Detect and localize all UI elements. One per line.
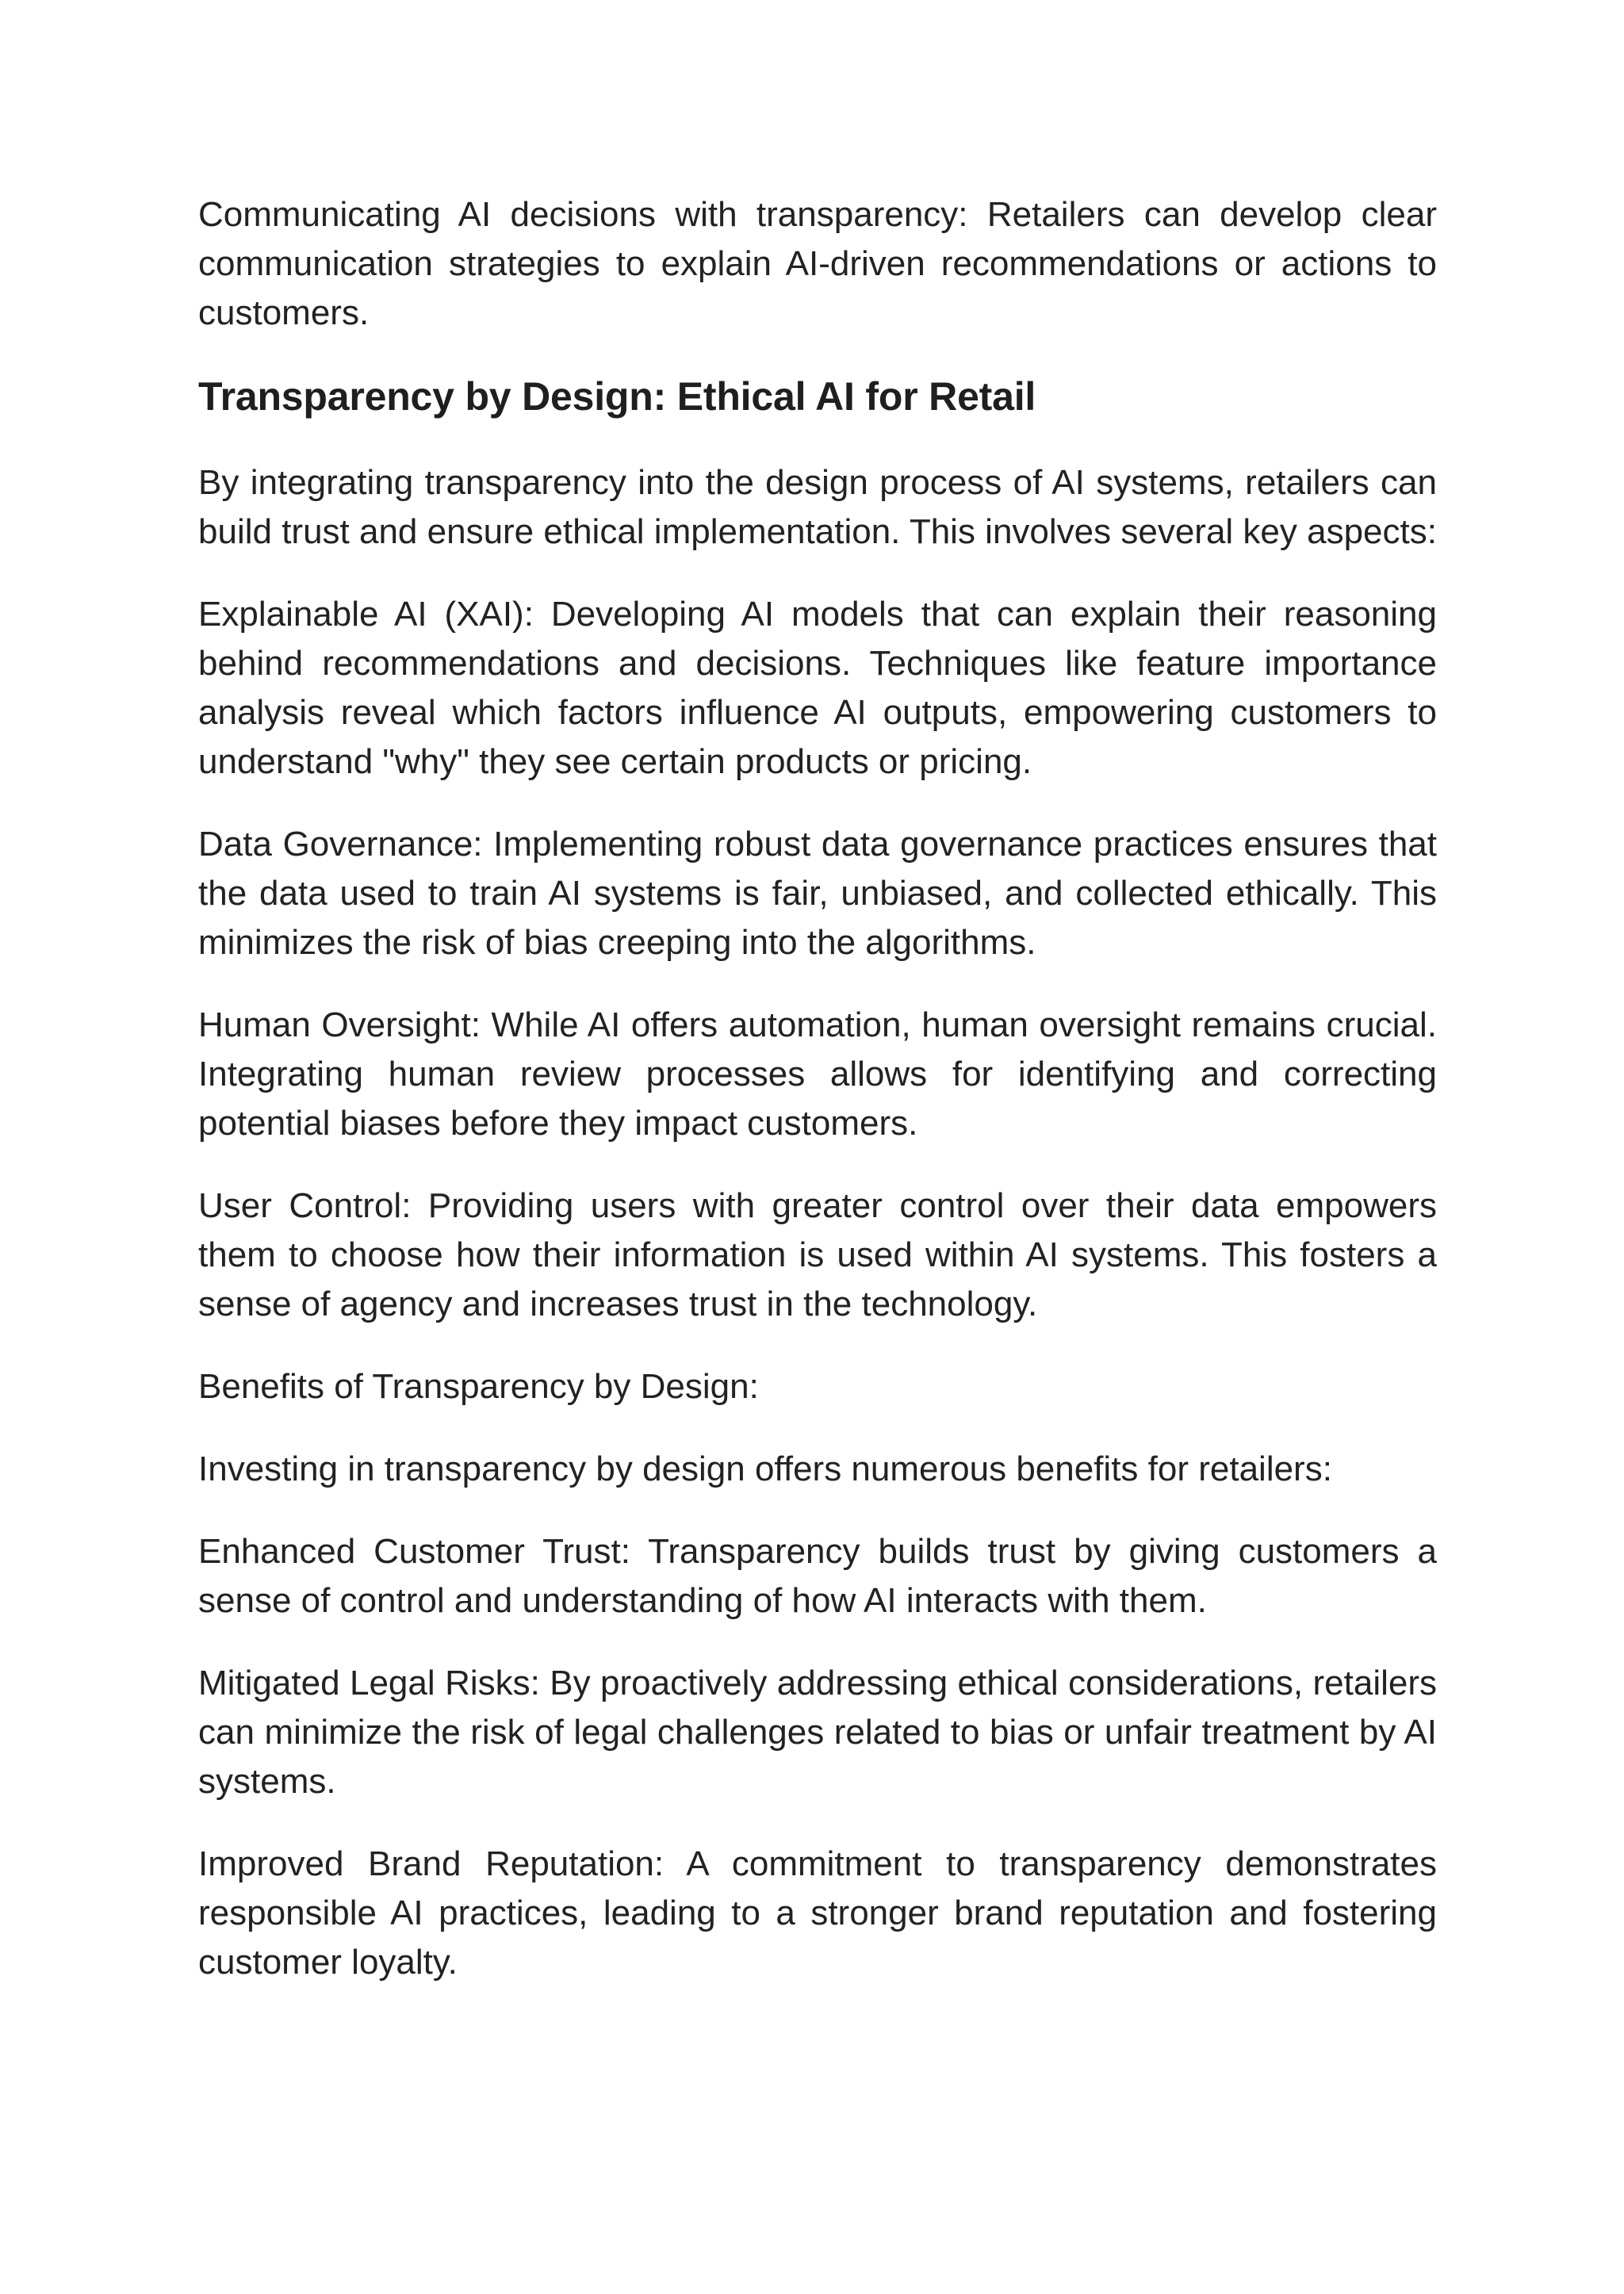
paragraph-user-control: User Control: Providing users with greater control over their data empowers them to choose how their information is used within AI systems. This fosters a sense of agency and increases trust in the technology. xyxy=(198,1186,1437,1323)
paragraph-benefits-intro: Investing in transparency by design offers numerous benefits for retailers: xyxy=(198,1450,1332,1488)
section-heading: Transparency by Design: Ethical AI for Retail xyxy=(198,374,1036,419)
paragraph-explainable-ai: Explainable AI (XAI): Developing AI models that can explain their reasoning behind recommendations and decisions. Techniques like feature importance analysis reveal which factors influence AI outputs, empowering customers to understand "why" they see certain products or pricing. xyxy=(198,595,1437,781)
paragraph-benefits-title: Benefits of Transparency by Design: xyxy=(198,1367,759,1406)
paragraph-human-oversight: Human Oversight: While AI offers automation, human oversight remains crucial. Integrating human review processes allows for identifying and correcting potential biases before they impact customers. xyxy=(198,1005,1437,1143)
document-body xyxy=(198,190,1437,1987)
paragraph-customer-trust: Enhanced Customer Trust: Transparency builds trust by giving customers a sense of control and understanding of how AI interacts with them. xyxy=(198,1532,1437,1620)
paragraph-overview: By integrating transparency into the design process of AI systems, retailers can build trust and ensure ethical implementation. This involves several key aspects: xyxy=(198,463,1437,551)
paragraph-legal-risks: Mitigated Legal Risks: By proactively addressing ethical considerations, retailers can minimize the risk of legal challenges related to bias or unfair treatment by AI systems. xyxy=(198,1664,1437,1801)
intro-paragraph: Communicating AI decisions with transparency: Retailers can develop clear communication strategies to explain AI-driven recommendations or actions to customers. xyxy=(198,195,1437,332)
paragraph-brand-reputation: Improved Brand Reputation: A commitment to transparency demonstrates responsible AI practices, leading to a stronger brand reputation and fostering customer loyalty. xyxy=(198,1844,1437,1982)
paragraph-data-governance: Data Governance: Implementing robust data governance practices ensures that the data used to train AI systems is fair, unbiased, and collected ethically. This minimizes the risk of bias creeping into the algorithms. xyxy=(198,825,1437,962)
